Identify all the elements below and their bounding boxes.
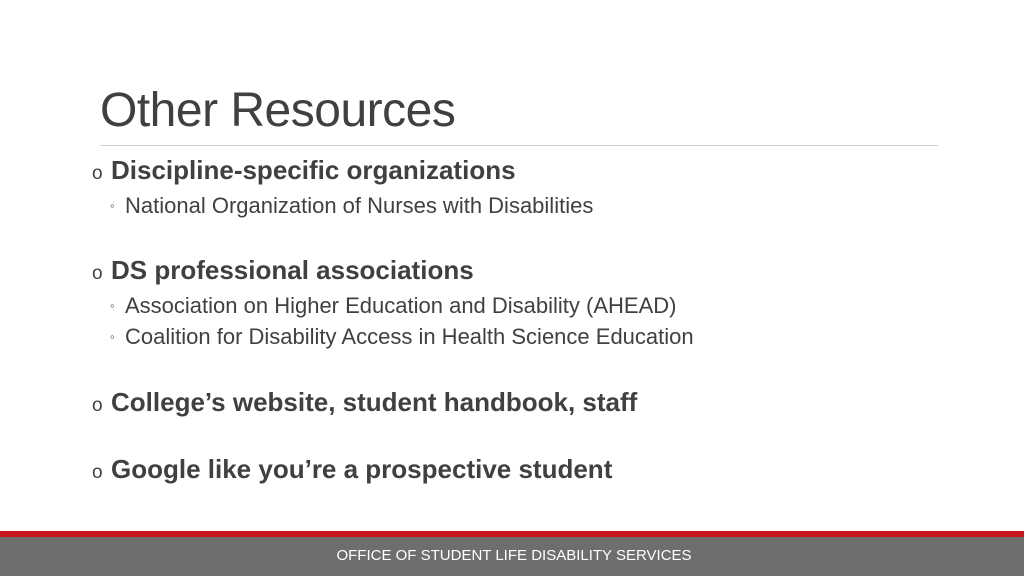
bullet-item: [92, 154, 516, 190]
bullet-marker: o: [92, 263, 103, 284]
bullet-label: College’s website, student handbook, staff: [111, 387, 638, 417]
title-divider: [100, 145, 938, 146]
sub-bullet-marker: ◦: [110, 329, 115, 344]
bullet-marker: o: [92, 395, 103, 416]
bullet-item: [92, 386, 637, 422]
bullet-item: [92, 453, 612, 489]
sub-bullet-item: [110, 323, 694, 351]
sub-bullet-label: Coalition for Disability Access in Health Science Education: [125, 324, 694, 349]
slide-title: Other Resources: [100, 84, 456, 137]
sub-bullet-marker: ◦: [110, 198, 115, 213]
sub-bullet-label: National Organization of Nurses with Disabilities: [125, 193, 594, 218]
bullet-label: Google like you’re a prospective student: [111, 454, 613, 484]
sub-bullet-item: [110, 292, 676, 320]
sub-bullet-item: [110, 192, 593, 220]
bullet-item: [92, 254, 474, 290]
sub-bullet-label: Association on Higher Education and Disability (AHEAD): [125, 293, 677, 318]
bullet-marker: o: [92, 163, 103, 184]
bullet-marker: o: [92, 462, 103, 483]
footer-text: OFFICE OF STUDENT LIFE DISABILITY SERVICES: [336, 547, 692, 564]
sub-bullet-marker: ◦: [110, 298, 115, 313]
bullet-label: Discipline-specific organizations: [111, 155, 516, 185]
bullet-label: DS professional associations: [111, 255, 474, 285]
